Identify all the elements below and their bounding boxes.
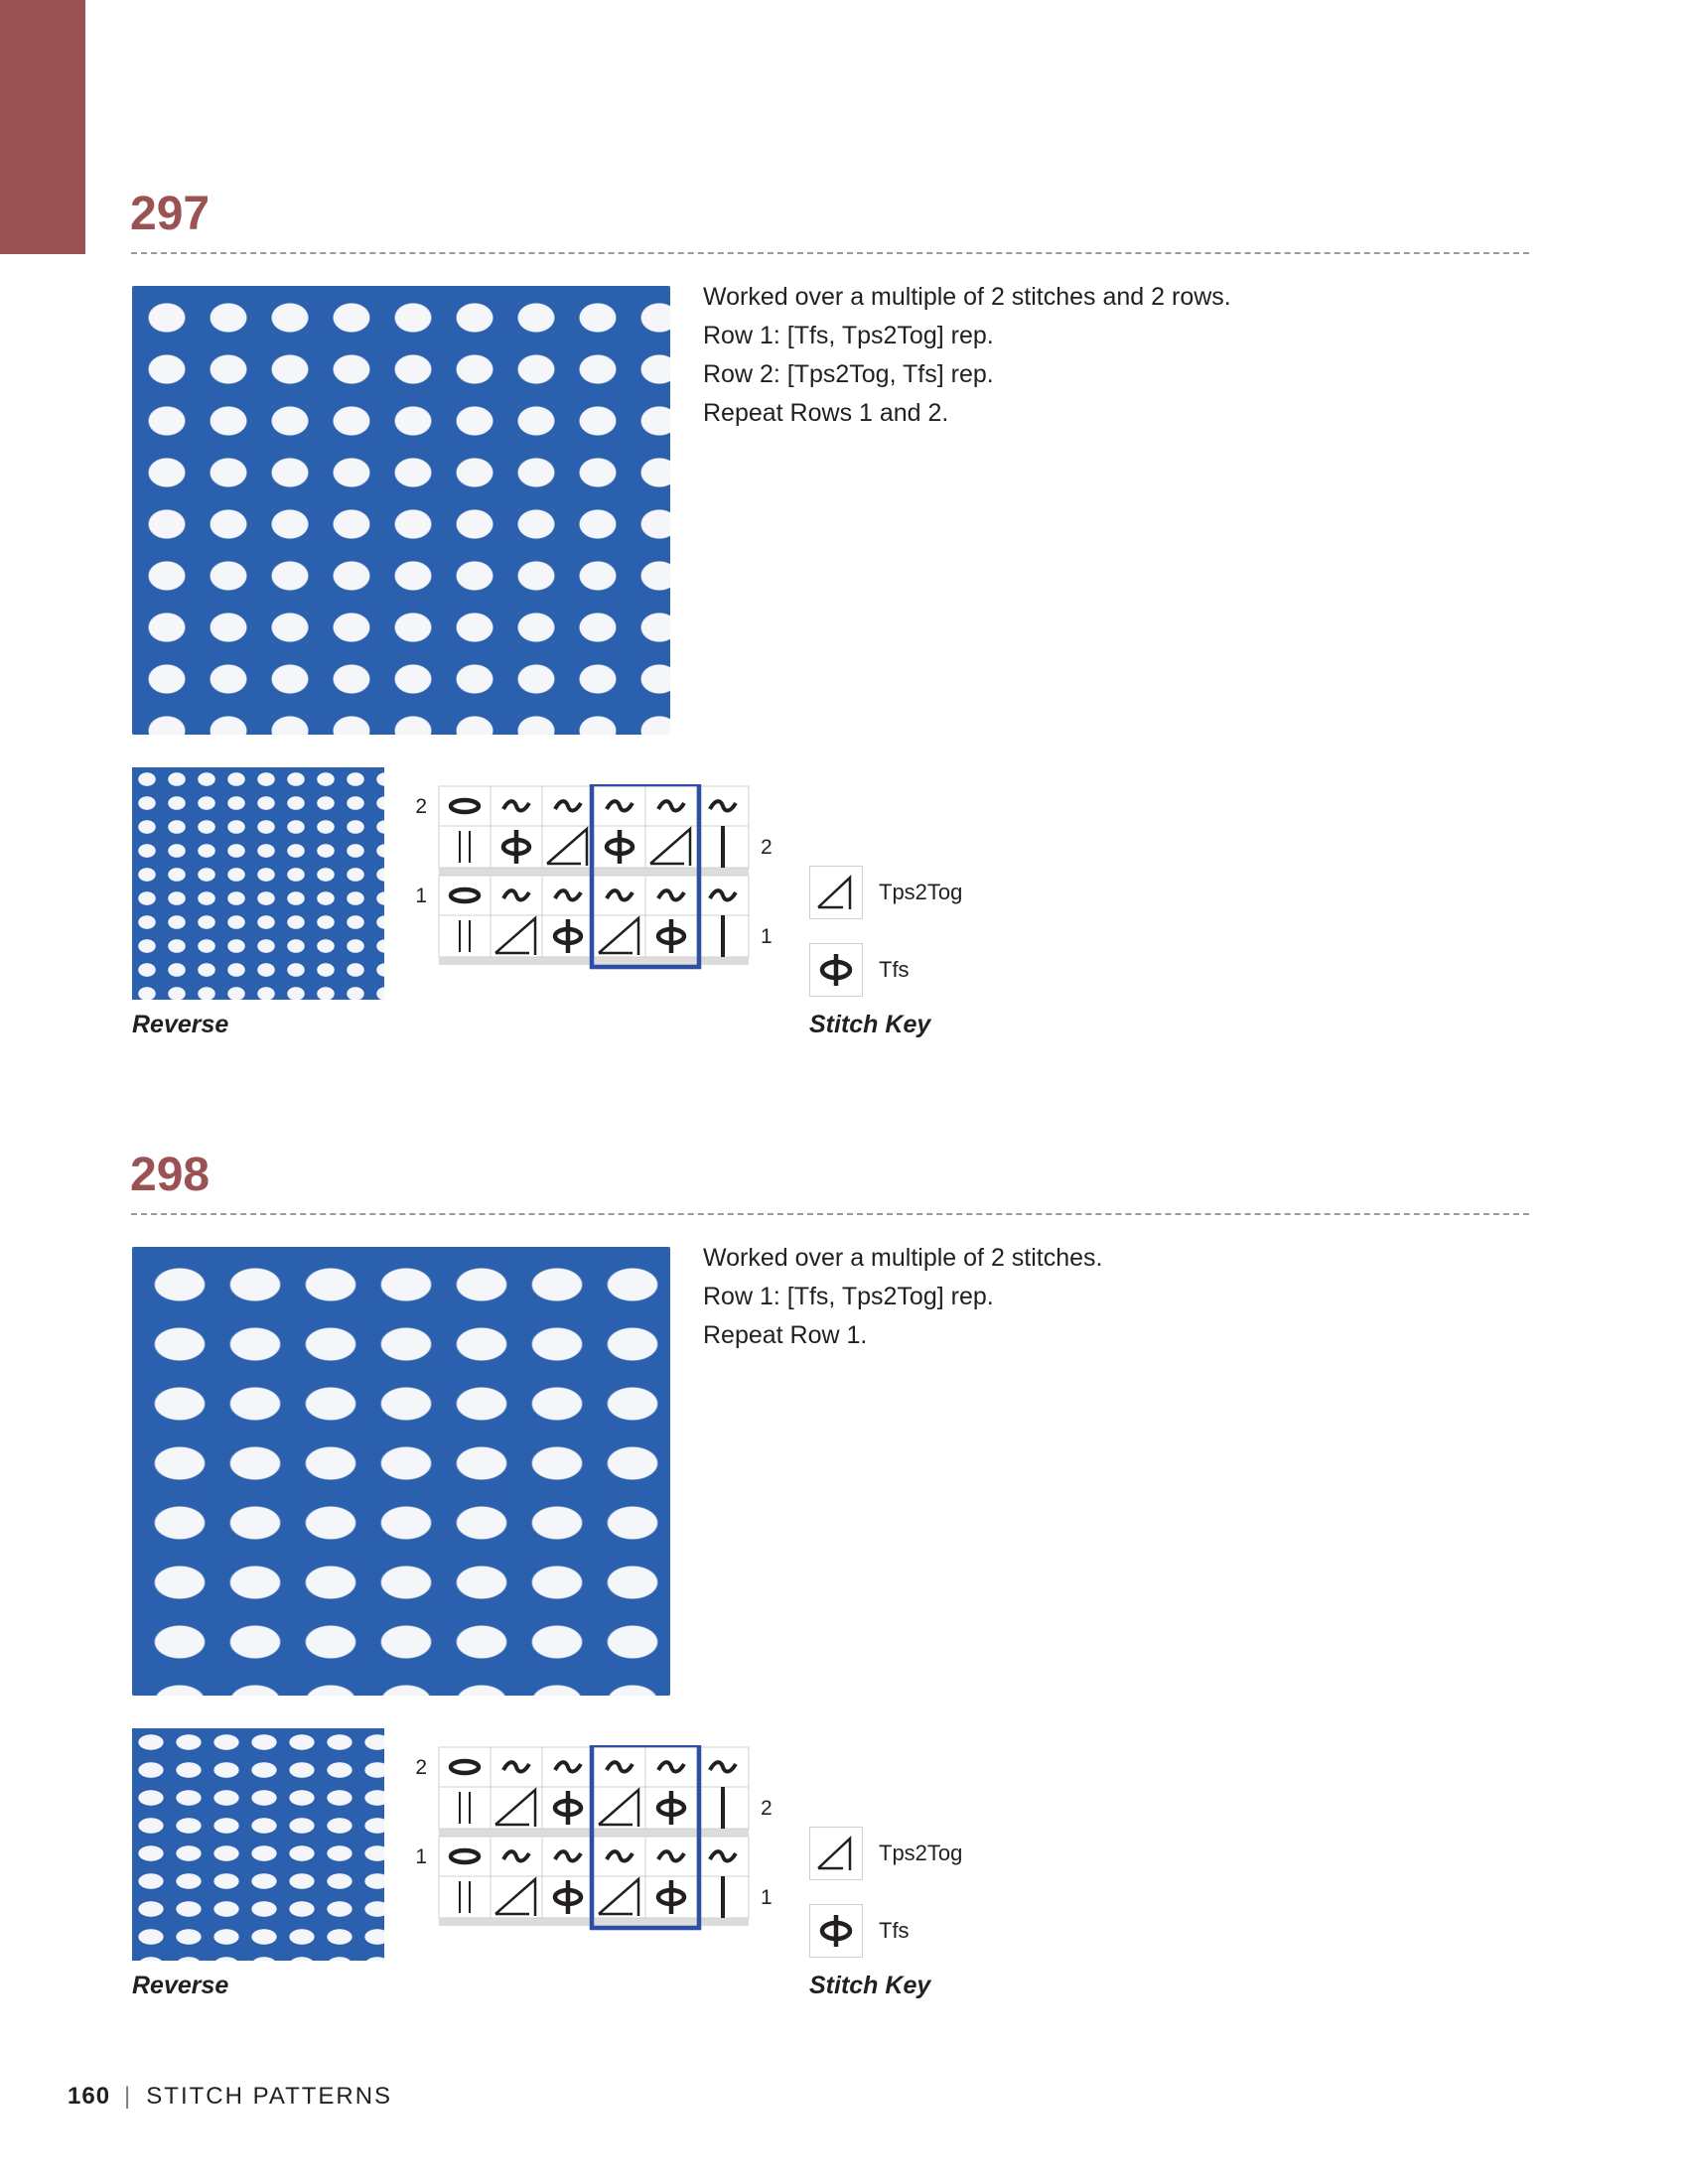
reverse-caption: Reverse <box>132 1972 229 1999</box>
chart-cell-tps2tog <box>491 1876 542 1918</box>
chart-cell-tilde <box>594 1837 645 1876</box>
chart-cell-tilde <box>594 1747 645 1787</box>
chart-cell-tilde <box>697 876 749 915</box>
chart-cell-tilde <box>542 876 594 915</box>
chart-cell-tps2tog <box>645 826 697 868</box>
pattern-instructions <box>703 1239 1103 1355</box>
chart-cell-loop <box>439 1747 491 1787</box>
key-label: Tps2Tog <box>879 1841 963 1865</box>
row-number-label: 2 <box>761 836 773 859</box>
chart-cell-tfs <box>542 1787 594 1829</box>
key-label: Tfs <box>879 1918 910 1943</box>
tps2tog-icon <box>813 1831 859 1876</box>
pattern-297 <box>0 0 1688 1038</box>
key-label: Tfs <box>879 957 910 982</box>
key-label: Tps2Tog <box>879 880 963 904</box>
chart-cell-tps2tog <box>594 1876 645 1918</box>
instruction-line: Worked over a multiple of 2 stitches. <box>703 1244 1103 1272</box>
section-name: STITCH PATTERNS <box>146 2083 393 2110</box>
key-symbol-box <box>809 1827 863 1880</box>
pattern-instructions <box>703 278 1231 433</box>
chart-cell-tilde <box>542 1747 594 1787</box>
swatch-photo <box>132 286 670 735</box>
chart-cell-tilde <box>542 786 594 826</box>
row-number-label: 1 <box>415 885 427 907</box>
chart-cell-tilde <box>645 786 697 826</box>
key-item-tfs <box>809 1904 910 1958</box>
chart-cell-double-bar <box>439 826 491 868</box>
chart-cell-tilde <box>697 1747 749 1787</box>
chart-cell-bar <box>697 1876 749 1918</box>
instruction-line: Repeat Row 1. <box>703 1321 868 1349</box>
row-number-label: 2 <box>761 1797 773 1820</box>
chart-cell-tilde <box>594 876 645 915</box>
chart-cell-tilde <box>491 1837 542 1876</box>
chart-cell-tfs <box>645 1787 697 1829</box>
chart-cell-loop <box>439 876 491 915</box>
chart-cell-bar <box>697 826 749 868</box>
page-number: 160 <box>68 2083 111 2110</box>
chart-cell-tfs <box>645 915 697 957</box>
section-divider <box>131 252 1529 254</box>
swatch-photo <box>132 1247 670 1696</box>
key-item-tps2tog <box>809 866 962 919</box>
footer-separator: | <box>124 2083 133 2110</box>
key-item-tps2tog <box>809 1827 962 1880</box>
row-number-label: 1 <box>761 925 773 948</box>
key-symbol-box <box>809 866 863 919</box>
chart-cell-tfs <box>542 1876 594 1918</box>
instruction-line: Row 1: [Tfs, Tps2Tog] rep. <box>703 1283 994 1310</box>
chart-cell-tps2tog <box>491 915 542 957</box>
chart-cell-tilde <box>491 876 542 915</box>
row-number-label: 1 <box>415 1845 427 1868</box>
reverse-caption: Reverse <box>132 1011 229 1038</box>
chart-cell-loop <box>439 786 491 826</box>
chart-cell-tilde <box>542 1837 594 1876</box>
chart-cell-double-bar <box>439 1876 491 1918</box>
chart-cell-bar <box>697 915 749 957</box>
stitch-key-title: Stitch Key <box>809 1011 931 1038</box>
chart-cell-tilde <box>697 1837 749 1876</box>
instruction-line: Row 2: [Tps2Tog, Tfs] rep. <box>703 360 994 388</box>
chart-cell-tilde <box>645 1837 697 1876</box>
pattern-number: 297 <box>130 188 211 240</box>
instruction-line: Repeat Rows 1 and 2. <box>703 399 949 427</box>
tfs-icon <box>813 1908 859 1954</box>
chart-cell-tps2tog <box>594 1787 645 1829</box>
chart-cell-bar <box>697 1787 749 1829</box>
chart-cell-tps2tog <box>594 915 645 957</box>
stitch-key-title: Stitch Key <box>809 1972 931 1999</box>
pattern-number: 298 <box>130 1149 211 1201</box>
reverse-swatch-photo <box>132 1728 384 1961</box>
chart-cell-loop <box>439 1837 491 1876</box>
chart-cell-tilde <box>491 1747 542 1787</box>
chart-cell-tfs <box>594 826 645 868</box>
chart-cell-tfs <box>491 826 542 868</box>
chart-cell-tfs <box>645 1876 697 1918</box>
chart-cell-tfs <box>542 915 594 957</box>
chart-cell-tilde <box>491 786 542 826</box>
chart-cell-tilde <box>697 786 749 826</box>
chart-cell-tps2tog <box>542 826 594 868</box>
row-number-label: 2 <box>415 795 427 818</box>
stitch-chart <box>409 1745 786 1964</box>
chart-cell-double-bar <box>439 915 491 957</box>
key-symbol-box <box>809 1904 863 1958</box>
chart-cell-double-bar <box>439 1787 491 1829</box>
row-number-label: 1 <box>761 1886 773 1909</box>
pattern-298 <box>0 961 1688 1999</box>
chart-cell-tps2tog <box>491 1787 542 1829</box>
chart-cell-tilde <box>645 876 697 915</box>
instruction-line: Row 1: [Tfs, Tps2Tog] rep. <box>703 322 994 349</box>
instruction-line: Worked over a multiple of 2 stitches and 2 rows. <box>703 283 1231 311</box>
section-divider <box>131 1213 1529 1215</box>
chart-cell-tilde <box>594 786 645 826</box>
tps2tog-icon <box>813 870 859 915</box>
page-footer <box>68 2083 392 2111</box>
row-number-label: 2 <box>415 1756 427 1779</box>
chart-cell-tilde <box>645 1747 697 1787</box>
